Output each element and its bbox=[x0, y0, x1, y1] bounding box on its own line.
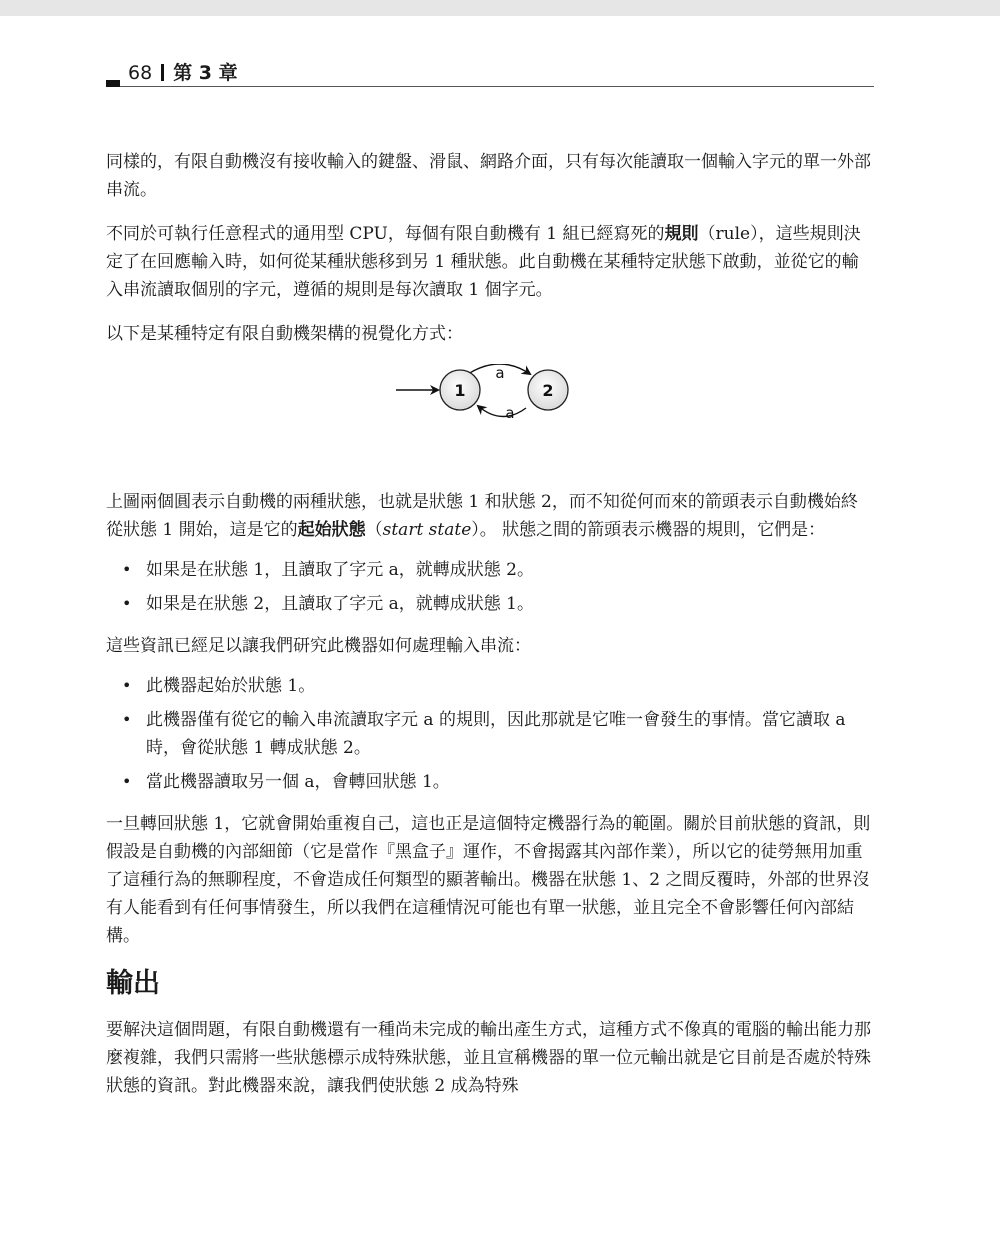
paragraph-1: 同樣的，有限自動機沒有接收輸入的鍵盤、滑鼠、網路介面，只有每次能讀取一個輸入字元的單一外部串流。 bbox=[106, 152, 871, 200]
top-edge-label: a bbox=[495, 364, 505, 382]
paragraph-4-text-a: 上圖兩個圓表示自動機的兩種狀態，也就是狀態 1 和狀態 2，而不知從何而來的箭頭表示自動機始終從狀態 1 開始，這是它的 bbox=[106, 492, 858, 540]
paragraph-4-text-b: （ bbox=[365, 520, 383, 540]
list-item: • 當此機器讀取另一個 a，會轉回狀態 1。 bbox=[106, 768, 874, 796]
term-start-state-english: start state bbox=[382, 520, 472, 540]
automaton-diagram bbox=[106, 364, 874, 464]
list-item: • 此機器僅有從它的輸入串流讀取字元 a 的規則，因此那就是它唯一會發生的事情。當它讀取 a 時，會從狀態 1 轉成狀態 2。 bbox=[106, 706, 874, 762]
section-heading: 輸出 bbox=[106, 968, 160, 999]
paragraph-4 bbox=[106, 488, 874, 544]
behavior-list bbox=[106, 672, 874, 796]
state-2-label: 2 bbox=[542, 381, 554, 400]
paragraph-4-text-c: ）。 狀態之間的箭頭表示機器的規則，它們是： bbox=[471, 520, 826, 540]
header-text bbox=[128, 58, 238, 85]
term-start-state: 起始狀態 bbox=[297, 520, 366, 540]
header-separator bbox=[161, 64, 164, 81]
page-header bbox=[106, 56, 874, 88]
page-content bbox=[106, 148, 874, 1116]
chapter-label: 第 3 章 bbox=[173, 62, 238, 84]
paragraph-2-text-a: 不同於可執行任意程式的通用型 CPU，每個有限自動機有 1 組已經寫死的 bbox=[106, 224, 665, 244]
header-mark bbox=[106, 80, 120, 87]
paragraph-3: 以下是某種特定有限自動機架構的視覺化方式： bbox=[106, 324, 463, 344]
paragraph-2-text-b: （rule），這些規則決定了在回應輸入時，如何從某種狀態移到另 1 種狀態。此自動機在某種特定狀態下啟動，並從它的輸入串流讀取個別的字元，遵循的規則是每次讀取 1 個字元。 bbox=[106, 224, 861, 300]
term-rule: 規則 bbox=[664, 224, 699, 244]
paragraph-5: 這些資訊已經足以讓我們研究此機器如何處理輸入串流： bbox=[106, 636, 531, 656]
rules-list bbox=[106, 556, 874, 618]
page-number: 68 bbox=[128, 62, 153, 84]
bottom-edge-label: a bbox=[505, 404, 515, 422]
state-1-label: 1 bbox=[454, 381, 466, 400]
paragraph-7: 要解決這個問題，有限自動機還有一種尚未完成的輸出產生方式，這種方式不像真的電腦的輸出能力那麼複雜，我們只需將一些狀態標示成特殊狀態，並且宣稱機器的單一位元輸出就是它目前是否處於特殊狀態的資訊。對此機器來說，讓我們使狀態 2 成為特殊 bbox=[106, 1020, 871, 1096]
automaton-svg bbox=[390, 364, 590, 464]
list-item: • 此機器起始於狀態 1。 bbox=[106, 672, 874, 700]
paragraph-2 bbox=[106, 220, 874, 304]
transition-2-to-1 bbox=[478, 406, 526, 417]
list-item: • 如果是在狀態 2，且讀取了字元 a，就轉成狀態 1。 bbox=[106, 590, 874, 618]
header-rule bbox=[120, 86, 874, 87]
list-item: • 如果是在狀態 1，且讀取了字元 a，就轉成狀態 2。 bbox=[106, 556, 874, 584]
top-bar bbox=[0, 0, 1000, 16]
paragraph-6: 一旦轉回狀態 1，它就會開始重複自己，這也正是這個特定機器行為的範圍。關於目前狀態的資訊，則假設是自動機的內部細節（它是當作『黑盒子』運作，不會揭露其內部作業），所以它的徒勞無用加重了這種行為的無聊程度，不會造成任何類型的顯著輸出。機器在狀態 1、2 之間反覆時，外部的世界沒有人能看到有任何事情發生，所以我們在這種情況可能也有單一狀態，並且完全不會影響任何內部結構。 bbox=[106, 814, 871, 946]
